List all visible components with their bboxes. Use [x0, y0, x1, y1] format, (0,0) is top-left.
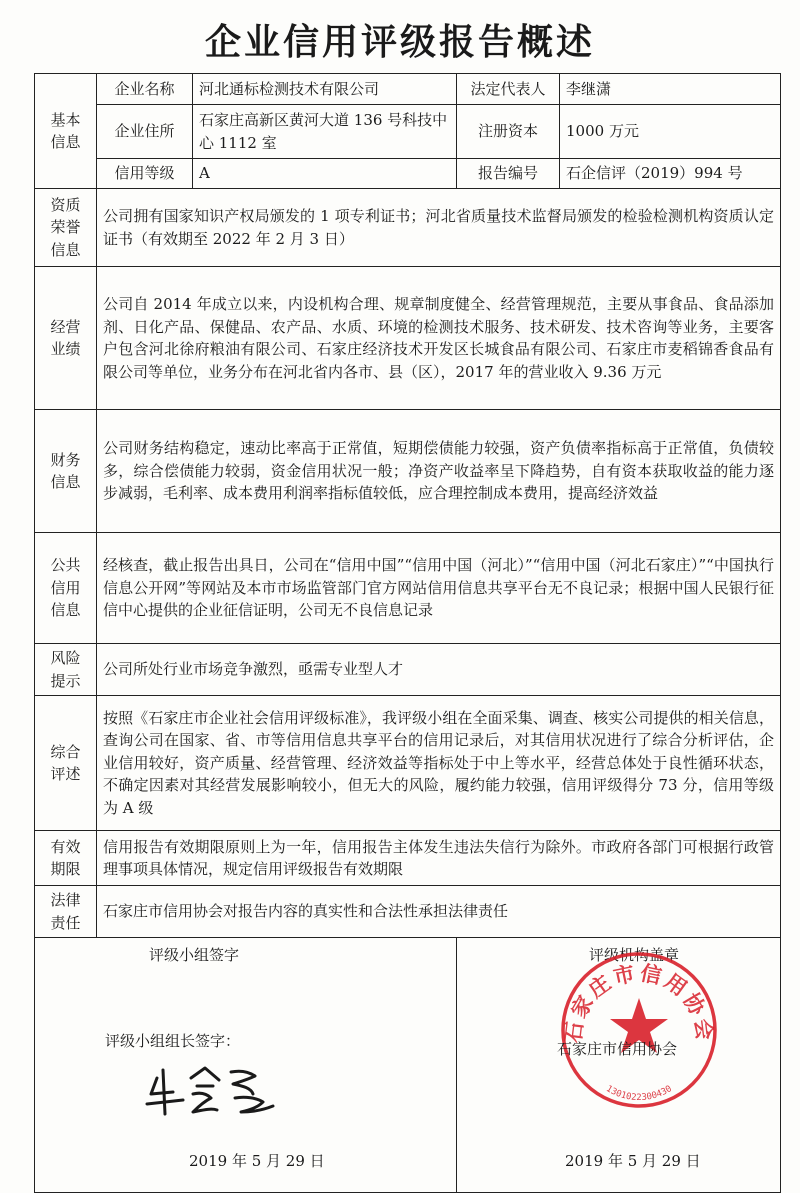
company-name-label: 企业名称	[97, 74, 193, 105]
agency-seal-cell	[457, 938, 781, 1193]
summary-label: 综合 评述	[35, 696, 97, 831]
honors-text: 公司拥有国家知识产权局颁发的 1 项专利证书；河北省质量技术监督局颁发的检验检测机构资质认定证书（有效期至 2022 年 2 月 3 日）	[97, 189, 781, 267]
official-seal-stamp	[559, 950, 719, 1110]
risk-text: 公司所处行业市场竞争激烈，亟需专业型人才	[97, 644, 781, 696]
basic-info-label: 基本 信息	[35, 74, 97, 189]
finance-text: 公司财务结构稳定，速动比率高于正常值，短期偿债能力较强，资产负债率指标高于正常值，负债较多，综合偿债能力较弱，资金信用状况一般；净资产收益率呈下降趋势，自有资本获取收益的能力逐步减弱，毛利率、成本费用利润率指标值较低，应合理控制成本费用，提高经济效益	[97, 410, 781, 533]
report-table	[34, 73, 781, 1193]
performance-label: 经营 业绩	[35, 267, 97, 410]
stamp-ring-text: 石家庄市信用协会	[561, 960, 717, 1045]
stamp-code: 1301022300430	[604, 1084, 674, 1104]
liability-label: 法律 责任	[35, 886, 97, 938]
credit-rating: A	[193, 159, 457, 189]
report-number: 石企信评（2019）994 号	[560, 159, 781, 189]
validity-text: 信用报告有效期限原则上为一年，信用报告主体发生违法失信行为除外。市政府各部门可根据行政管理事项具体情况，规定信用评级报告有效期限	[97, 831, 781, 886]
agency-name: 石家庄市信用协会	[557, 1040, 678, 1058]
validity-label: 有效 期限	[35, 831, 97, 886]
report-no-label: 报告编号	[457, 159, 560, 189]
liability-text: 石家庄市信用协会对报告内容的真实性和合法性承担法律责任	[97, 886, 781, 938]
rating-label: 信用等级	[97, 159, 193, 189]
summary-text: 按照《石家庄市企业社会信用评级标准》，我评级小组在全面采集、调查、核实公司提供的相关信息，查询公司在国家、省、市等信用信息共享平台的信用记录后，对其信用状况进行了综合分析评估，企业信用较好，资产质量、经营管理、经济效益等指标处于中上等水平，经营总体处于良性循环状态，不确定因素对其经营发展影响较小，但无大的风险，履约能力较强，信用评级得分 73 分，信用等级为 A 级	[97, 696, 781, 831]
honors-label: 资质 荣誉 信息	[35, 189, 97, 267]
leader-signature-date: 2019 年 5 月 29 日	[189, 1152, 325, 1170]
group-signature-cell	[35, 938, 457, 1193]
agency-seal-title: 评级机构盖章	[589, 946, 680, 964]
registered-capital: 1000 万元	[560, 105, 781, 159]
finance-label: 财务 信息	[35, 410, 97, 533]
legal-rep: 李继潇	[560, 74, 781, 105]
company-name: 河北通标检测技术有限公司	[193, 74, 457, 105]
handwritten-signature	[145, 1064, 280, 1119]
address-label: 企业住所	[97, 105, 193, 159]
group-signature-title: 评级小组签字	[149, 946, 240, 964]
risk-label: 风险 提示	[35, 644, 97, 696]
page-title: 企业信用评级报告概述	[204, 22, 595, 63]
public-credit-text: 经核查，截止报告出具日，公司在“信用中国”“信用中国（河北）”“信用中国（河北石家庄）”“中国执行信息公开网”等网站及本市市场监管部门官方网站信用信息共享平台无不良记录；根据中国人民银行征信中心提供的企业征信证明，公司无不良信息记录	[97, 533, 781, 644]
address: 石家庄高新区黄河大道 136 号科技中心 1112 室	[193, 105, 457, 159]
public-credit-label: 公共 信用 信息	[35, 533, 97, 644]
leader-signature-label: 评级小组组长签字：	[105, 1032, 241, 1050]
legal-rep-label: 法定代表人	[457, 74, 560, 105]
agency-seal-date: 2019 年 5 月 29 日	[565, 1152, 701, 1170]
performance-text: 公司自 2014 年成立以来，内设机构合理、规章制度健全、经营管理规范，主要从事食品、食品添加剂、日化产品、保健品、农产品、水质、环境的检测技术服务、技术研发、技术咨询等业务，主要客户包含河北徐府粮油有限公司、石家庄经济技术开发区长城食品有限公司、石家庄市麦稻锦香食品有限公司等单位，业务分布在河北省内各市、县（区），2017 年的营业收入 9.36 万元	[97, 267, 781, 410]
capital-label: 注册资本	[457, 105, 560, 159]
